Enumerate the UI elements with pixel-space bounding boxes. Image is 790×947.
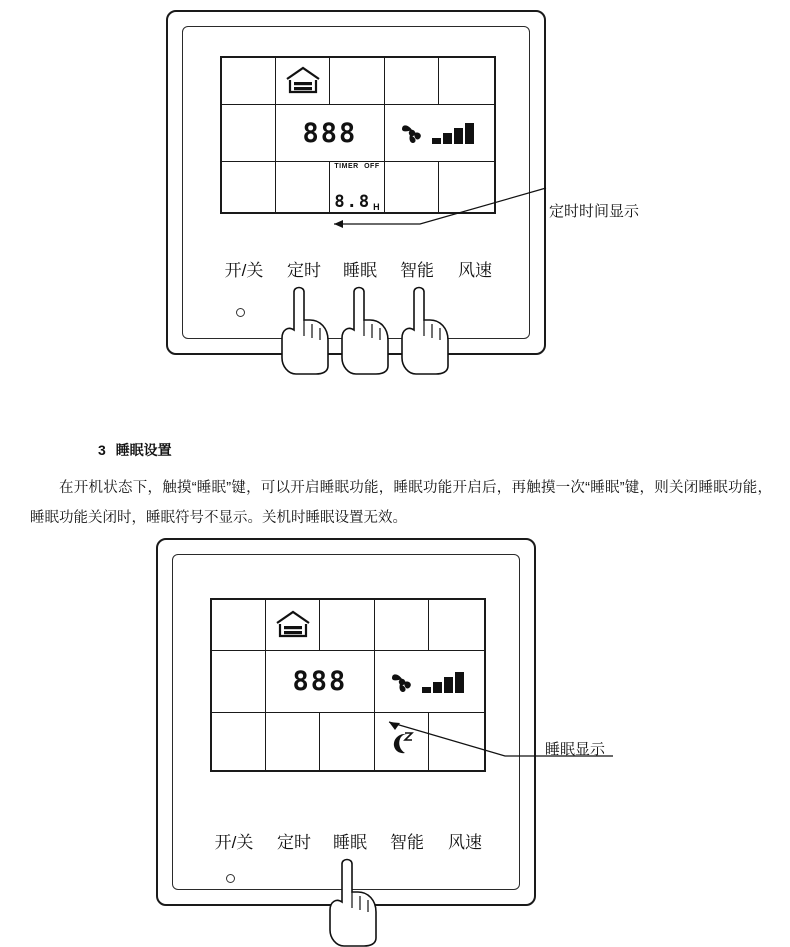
button-label-row-top [212,256,504,281]
button-label-row-bottom [202,828,494,853]
indicator-led-top [236,308,245,317]
section-name: 睡眠设置 [115,442,172,458]
lcd-cell-empty [222,105,276,161]
lcd-fan-area [385,105,494,161]
section-heading [98,440,172,460]
timer-off-text: OFF [364,163,380,170]
lcd-cell-empty [320,713,374,772]
lcd-cell-empty [330,58,384,104]
button-power[interactable]: 开/关 [224,261,264,280]
indicator-led-bottom [226,874,235,883]
lcd-temp-digits [276,105,384,161]
button-fanspeed[interactable]: 风速 [448,833,482,852]
section-number: 3 [98,442,106,458]
lcd-digits-value: 888 [302,117,358,149]
lcd-temp-digits [266,651,374,712]
lcd-cell-house [276,58,330,104]
callout-leader-line-top [330,180,560,232]
button-timer[interactable]: 定时 [277,833,311,852]
lcd-cell-empty [222,162,276,213]
lcd-digits-value: 888 [292,666,348,697]
lcd-cell-empty [375,600,429,650]
lcd-cell-empty [276,162,330,213]
button-smart[interactable]: 智能 [400,261,434,280]
fan-speed-bars-icon [420,669,470,695]
lcd-cell-empty [320,600,374,650]
house-icon [283,65,323,97]
button-fanspeed[interactable]: 风速 [458,261,492,280]
pointing-hand-icon [392,280,462,375]
lcd-cell-empty [212,713,266,772]
lcd-cell-empty [429,600,484,650]
timer-unit-hour: H [373,202,380,212]
fan-speed-bars-icon [430,120,480,146]
callout-label-timer-display: 定时时间显示 [549,203,640,220]
lcd-cell-empty [439,58,494,104]
button-sleep[interactable]: 睡眠 [333,833,367,852]
timer-labels [330,163,383,170]
house-icon [273,609,313,641]
section-paragraph: 在开机状态下，触摸“睡眠”键，可以开启睡眠功能，睡眠功能开启后，再触摸一次“睡眠”键，则关闭睡眠功能，睡眠功能关闭时，睡眠符号不显示。关机时睡眠设置无效。 [30,480,772,526]
button-timer[interactable]: 定时 [287,261,321,280]
button-smart[interactable]: 智能 [390,833,424,852]
lcd-cell-empty [212,651,266,712]
lcd-cell-empty [222,58,276,104]
button-power[interactable]: 开/关 [214,833,254,852]
lcd-cell-empty [212,600,266,650]
pointing-hand-icon [320,852,390,947]
lcd-fan-area [375,651,484,712]
fan-icon [398,118,426,148]
button-sleep[interactable]: 睡眠 [343,261,377,280]
timer-digits-value: 8.8 [334,192,372,212]
lcd-cell-empty [266,713,320,772]
lcd-cell-house [266,600,320,650]
lcd-cell-empty [385,58,439,104]
timer-label-text: TIMER [334,163,359,170]
fan-icon [388,667,416,697]
callout-label-sleep-display: 睡眠显示 [545,741,606,758]
